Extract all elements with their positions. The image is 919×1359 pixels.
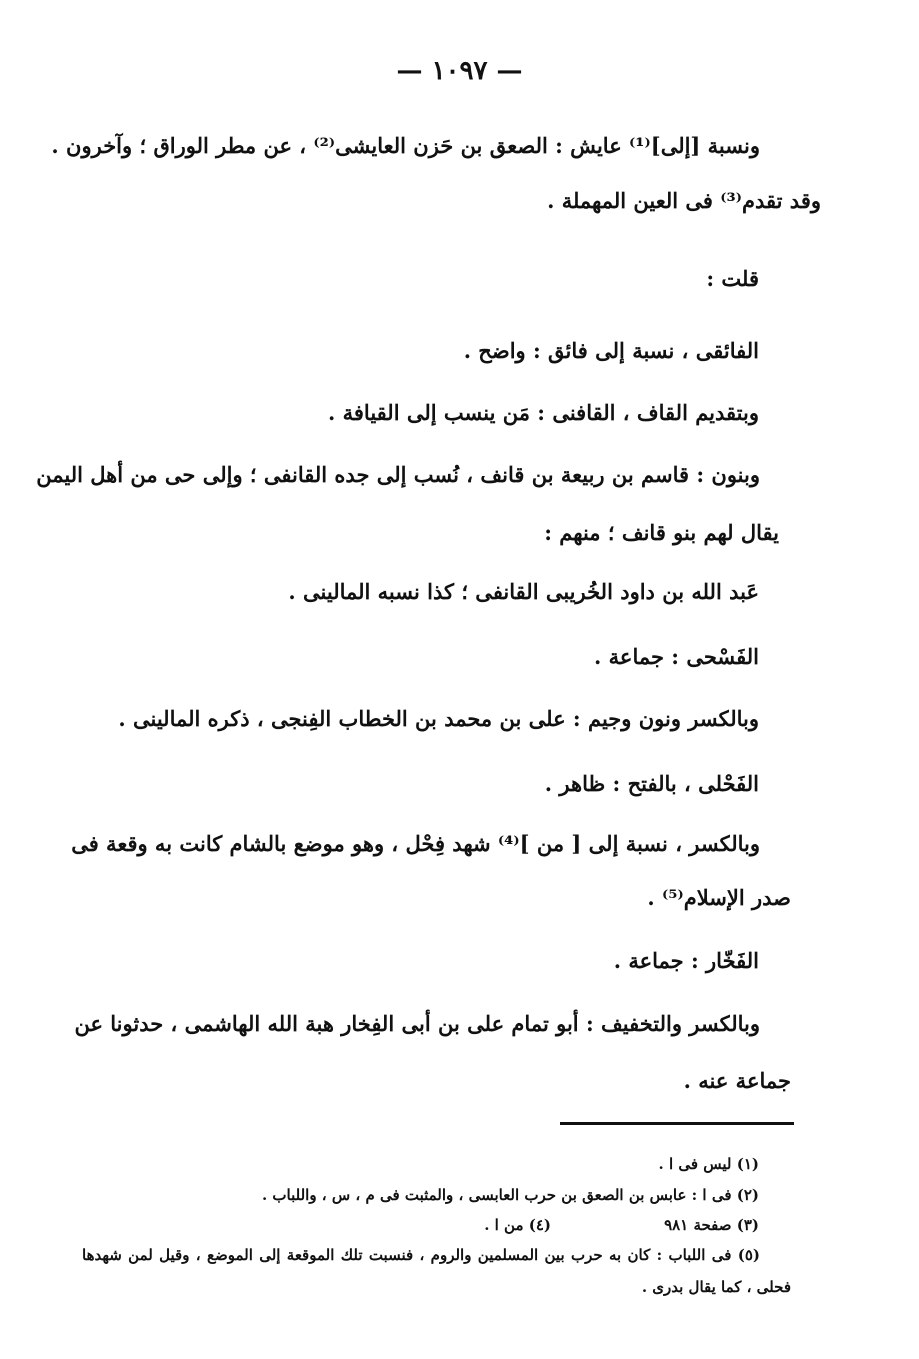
paragraph-line: جماعة عنه .	[683, 1068, 791, 1093]
section-heading: قلت :	[706, 266, 759, 291]
footnote: (١) ليس فى ا .	[658, 1155, 759, 1173]
paragraph-line: الفَحْلى ، بالفتح : ظاهر .	[544, 771, 759, 796]
paragraph-line: ونسبة [إلى]⁽¹⁾ عايش : الصعق بن حَزن العايشى⁽²⁾ ، عن مطر الوراق ؛ وآخرون .	[51, 133, 760, 158]
paragraph-line: وقد تقدم⁽³⁾ فى العين المهملة .	[547, 188, 821, 213]
footnote: (٤) من ا .	[484, 1216, 551, 1234]
paragraph-line: عَبد الله بن داود الخُريبى القانفى ؛ كذا نسبه المالينى .	[288, 579, 759, 604]
paragraph-line: وبنون : قاسم بن ربيعة بن قانف ، نُسب إلى جده القانفى ؛ وإلى حى من أهل اليمن	[36, 462, 760, 487]
paragraph-line: الفائقى ، نسبة إلى فائق : واضح .	[463, 338, 759, 363]
page-number: — ١٠٩٧ —	[396, 56, 523, 86]
paragraph-line: صدر الإسلام⁽⁵⁾ .	[647, 885, 791, 910]
paragraph-line: وبالكسر ونون وجيم : على بن محمد بن الخطاب الفِنجى ، ذكره المالينى .	[118, 706, 759, 731]
footnote: (٥) فى اللباب : كان به حرب بين المسلمين والروم ، فنسبت تلك الموقعة إلى الموضع ، وقيل لمن شهدها	[82, 1246, 760, 1264]
paragraph-line: الفَسْحى : جماعة .	[594, 644, 759, 669]
footnote: (٣) صفحة ٩٨١	[664, 1216, 759, 1234]
paragraph-line: وبالكسر والتخفيف : أبو تمام على بن أبى الفِخار هبة الله الهاشمى ، حدثونا عن	[74, 1011, 760, 1036]
footnote-separator	[560, 1122, 794, 1125]
footnote: (٢) فى ا : عابس بن الصعق بن حرب العابسى ، والمثبت فى م ، س ، واللباب .	[261, 1186, 759, 1204]
paragraph-line: وبالكسر ، نسبة إلى [ من ]⁽⁴⁾ شهد فِحْل ، وهو موضع بالشام كانت به وقعة فى	[71, 831, 760, 856]
paragraph-line: وبتقديم القاف ، القافنى : مَن ينسب إلى القيافة .	[328, 400, 759, 425]
footnote: فحلى ، كما يقال بدرى .	[641, 1278, 791, 1296]
paragraph-line: يقال لهم بنو قانف ؛ منهم :	[544, 520, 779, 545]
paragraph-line: الفَخّار : جماعة .	[613, 948, 759, 973]
